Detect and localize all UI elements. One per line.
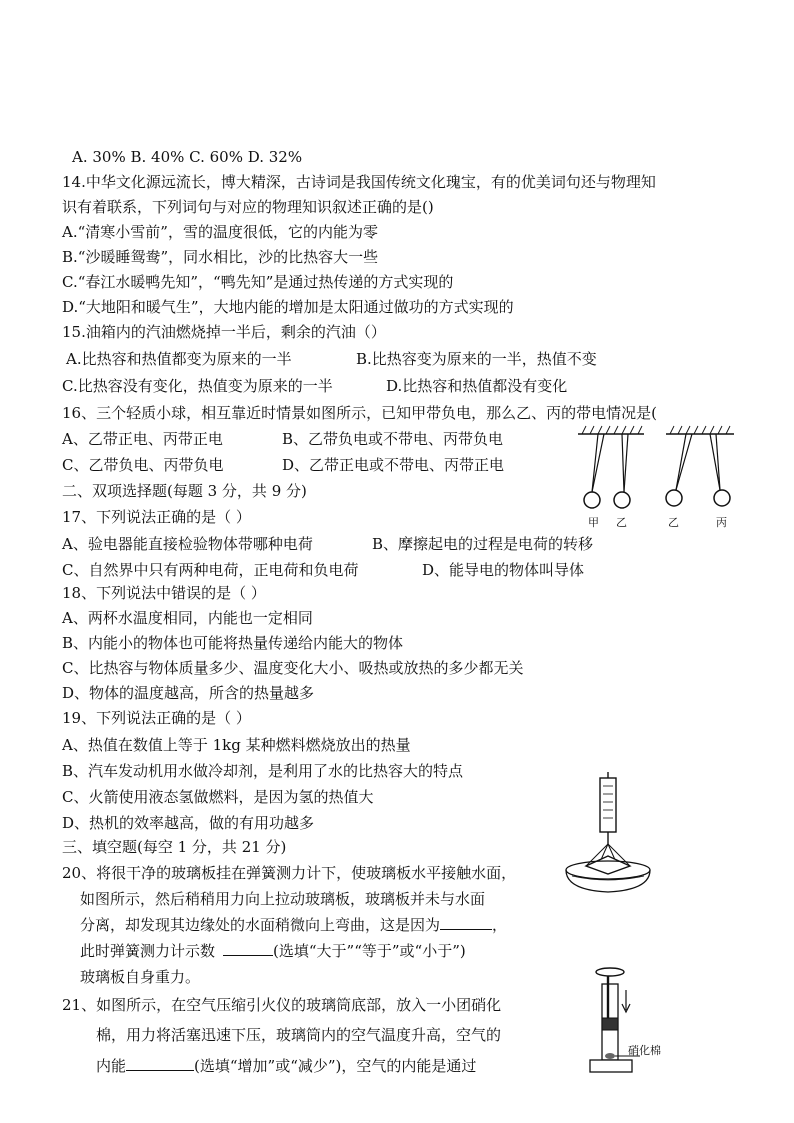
question-18-option-a: A、两杯水温度相同，内能也一定相同: [62, 609, 313, 627]
answer-blank[interactable]: [223, 941, 273, 956]
question-19-option-c: C、火箭使用液态氢做燃料，是因为氢的热值大: [62, 788, 374, 806]
figure-16-label: 丙: [716, 516, 727, 529]
figure-21-fire-syringe: [582, 964, 666, 1084]
answer-blank[interactable]: [126, 1056, 194, 1071]
question-18-option-b: B、内能小的物体也可能将热量传递给内能大的物体: [62, 634, 404, 652]
question-21-text: 内能: [96, 1057, 127, 1075]
question-17-option-b: B、摩擦起电的过程是电荷的转移: [372, 535, 594, 553]
question-17-option-c: C、自然界中只有两种电荷，正电荷和负电荷: [62, 561, 359, 579]
question-16: 16、三个轻质小球，相互靠近时情景如图所示，已知甲带负电，那么乙、丙的带电情况是(: [62, 404, 657, 422]
question-20-line-2: 如图所示，然后稍稍用力向上拉动玻璃板，玻璃板并未与水面: [80, 890, 486, 908]
question-20-text: (选填“大于”“等于”或“小于”): [273, 942, 466, 960]
figure-16-label: 乙: [668, 516, 679, 529]
question-14-line-2: 识有着联系，下列词句与对应的物理知识叙述正确的是(): [62, 198, 434, 216]
figure-20-spring-scale-glass: [560, 772, 660, 896]
question-20-text: 分离，却发现其边缘处的水面稍微向上弯曲，这是因为: [80, 916, 441, 934]
question-14-option-c: C.“春江水暖鸭先知”，“鸭先知”是通过热传递的方式实现的: [62, 273, 454, 291]
question-18-option-c: C、比热容与物体质量多少、温度变化大小、吸热或放热的多少都无关: [62, 659, 524, 677]
question-20-line-3: [80, 914, 507, 936]
question-14-option-b: B.“沙暖睡鸳鸯”，同水相比，沙的比热容大一些: [62, 248, 379, 266]
question-15-option-c: C.比热容没有变化，热值变为原来的一半: [62, 377, 333, 395]
question-16-option-d: D、乙带正电或不带电、丙带正电: [282, 456, 505, 474]
figure-16-charged-balls: [574, 420, 740, 532]
question-21-line-2: 棉，用力将活塞迅速下压，玻璃筒内的空气温度升高，空气的: [96, 1026, 502, 1044]
question-19-option-d: D、热机的效率越高，做的有用功越多: [62, 814, 315, 832]
question-17-option-a: A、验电器能直接检验物体带哪种电荷: [62, 535, 313, 553]
figure-21-label: 硝化棉: [628, 1044, 661, 1057]
figure-16-label: 甲: [588, 516, 599, 529]
question-21-line-1: 21、如图所示，在空气压缩引火仪的玻璃筒底部，放入一小团硝化: [62, 996, 502, 1014]
question-20-line-4: [80, 940, 466, 962]
question-17-option-d: D、能导电的物体叫导体: [422, 561, 585, 579]
question-18-option-d: D、物体的温度越高，所含的热量越多: [62, 684, 315, 702]
question-21-text: (选填“增加”或“减少”)，空气的内能是通过: [194, 1057, 477, 1075]
question-19: 19、下列说法正确的是（ ）: [62, 709, 251, 727]
line-options-13: A. 30% B. 40% C. 60% D. 32%: [72, 148, 303, 166]
section-2-heading: 二、双项选择题(每题 3 分，共 9 分): [62, 482, 307, 500]
question-14-option-a: A.“清寒小雪前”，雪的温度很低，它的内能为零: [62, 223, 378, 241]
question-15-option-d: D.比热容和热值都没有变化: [386, 377, 568, 395]
question-14-line-1: 14.中华文化源远流长，博大精深，古诗词是我国传统文化瑰宝，有的优美词句还与物理知: [62, 173, 656, 191]
answer-blank[interactable]: [440, 915, 492, 930]
question-20-text: ，: [492, 916, 508, 934]
question-15-option-a: A.比热容和热值都变为原来的一半: [66, 350, 292, 368]
question-20-line-1: 20、将很干净的玻璃板挂在弹簧测力计下，使玻璃板水平接触水面，: [62, 864, 517, 882]
question-19-option-b: B、汽车发动机用水做冷却剂，是利用了水的比热容大的特点: [62, 762, 464, 780]
question-16-option-a: A、乙带正电、丙带正电: [62, 430, 223, 448]
section-3-heading: 三、填空题(每空 1 分，共 21 分): [62, 838, 287, 856]
figure-16-label: 乙: [616, 516, 627, 529]
question-15-option-b: B.比热容变为原来的一半，热值不变: [356, 350, 597, 368]
question-16-option-c: C、乙带负电、丙带负电: [62, 456, 224, 474]
question-20-line-5: 玻璃板自身重力。: [80, 968, 201, 986]
question-14-option-d: D.“大地阳和暖气生”，大地内能的增加是太阳通过做功的方式实现的: [62, 298, 514, 316]
question-19-option-a: A、热值在数值上等于 1kg 某种燃料燃烧放出的热量: [62, 736, 411, 754]
question-17: 17、下列说法正确的是（ ）: [62, 508, 251, 526]
question-20-text: 此时弹簧测力计示数: [80, 942, 216, 960]
question-18: 18、下列说法中错误的是（ ）: [62, 584, 266, 602]
question-16-option-b: B、乙带负电或不带电、丙带负电: [282, 430, 504, 448]
question-15: 15.油箱内的汽油燃烧掉一半后，剩余的汽油（）: [62, 323, 386, 341]
question-21-line-3: [96, 1055, 476, 1077]
